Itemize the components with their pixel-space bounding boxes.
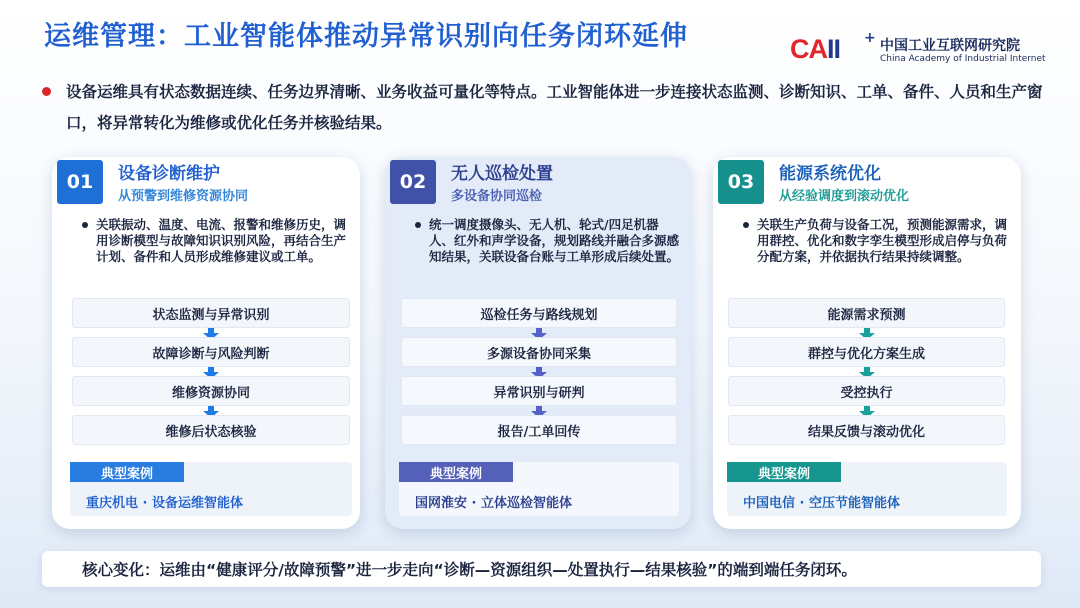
card-subtitle: 从经验调度到滚动优化 [779, 189, 910, 204]
case-label: 典型案例 [70, 462, 184, 482]
typical-case [399, 462, 679, 516]
process-step: 多源设备协同采集 [401, 337, 677, 367]
card-number-badge: 03 [718, 160, 764, 204]
card-description: 统一调度摄像头、无人机、轮式/四足机器人、红外和声学设备，规划路线并融合多源感知结果，关联设备台账与工单形成后续处置。 [429, 217, 680, 264]
process-step: 维修资源协同 [72, 376, 350, 406]
process-step: 受控执行 [728, 376, 1005, 406]
bullet-icon [42, 87, 51, 96]
logo-plus-icon: + [864, 30, 876, 46]
case-text: 国网淮安 · 立体巡检智能体 [415, 496, 572, 511]
card-subtitle: 从预警到维修资源协同 [118, 189, 249, 204]
caii-logo-mark: CAII [790, 34, 841, 64]
core-change-banner [42, 551, 1041, 587]
typical-case [727, 462, 1007, 516]
process-step: 状态监测与异常识别 [72, 298, 350, 328]
card-number-badge: 02 [390, 160, 436, 204]
card-title: 设备诊断维护 [118, 164, 220, 184]
case-text: 中国电信 · 空压节能智能体 [743, 496, 900, 511]
logo-name-cn: 中国工业互联网研究院 [880, 38, 1020, 54]
case-label: 典型案例 [727, 462, 841, 482]
process-step: 异常识别与研判 [401, 376, 677, 406]
card-unmanned-inspection [385, 157, 691, 529]
process-step: 故障诊断与风险判断 [72, 337, 350, 367]
process-step: 结果反馈与滚动优化 [728, 415, 1005, 445]
process-step: 能源需求预测 [728, 298, 1005, 328]
card-subtitle: 多设备协同巡检 [451, 189, 543, 204]
card-energy-optimization [713, 157, 1021, 529]
bullet-icon [415, 222, 421, 228]
process-step: 维修后状态核验 [72, 415, 350, 445]
card-description: 关联生产负荷与设备工况，预测能源需求，调用群控、优化和数字孪生模型形成启停与负荷分配方案，并依据执行结果持续调整。 [757, 217, 1008, 264]
logo-name-en: China Academy of Industrial Internet [880, 54, 1046, 64]
core-change-text: 核心变化：运维由“健康评分/故障预警”进一步走向“诊断—资源组织—处置执行—结果核验”的端到端任务闭环。 [82, 561, 857, 579]
card-equipment-diagnosis [52, 157, 360, 529]
process-step: 报告/工单回传 [401, 415, 677, 445]
card-title: 无人巡检处置 [451, 164, 553, 184]
caii-logo [790, 30, 1050, 70]
page-title: 运维管理：工业智能体推动异常识别向任务闭环延伸 [44, 21, 688, 52]
case-label: 典型案例 [399, 462, 513, 482]
bullet-icon [743, 222, 749, 228]
card-number-badge: 01 [57, 160, 103, 204]
typical-case [70, 462, 352, 516]
intro-text: 设备运维具有状态数据连续、任务边界清晰、业务收益可量化等特点。工业智能体进一步连接状态监测、诊断知识、工单、备件、人员和生产窗口，将异常转化为维修或优化任务并核验结果。 [66, 83, 1043, 132]
case-text: 重庆机电 · 设备运维智能体 [86, 496, 243, 511]
bullet-icon [82, 222, 88, 228]
card-description: 关联振动、温度、电流、报警和维修历史，调用诊断模型与故障知识识别风险，再结合生产计划、备件和人员形成维修建议或工单。 [96, 217, 347, 264]
card-title: 能源系统优化 [779, 164, 881, 184]
process-step: 群控与优化方案生成 [728, 337, 1005, 367]
process-step: 巡检任务与路线规划 [401, 298, 677, 328]
